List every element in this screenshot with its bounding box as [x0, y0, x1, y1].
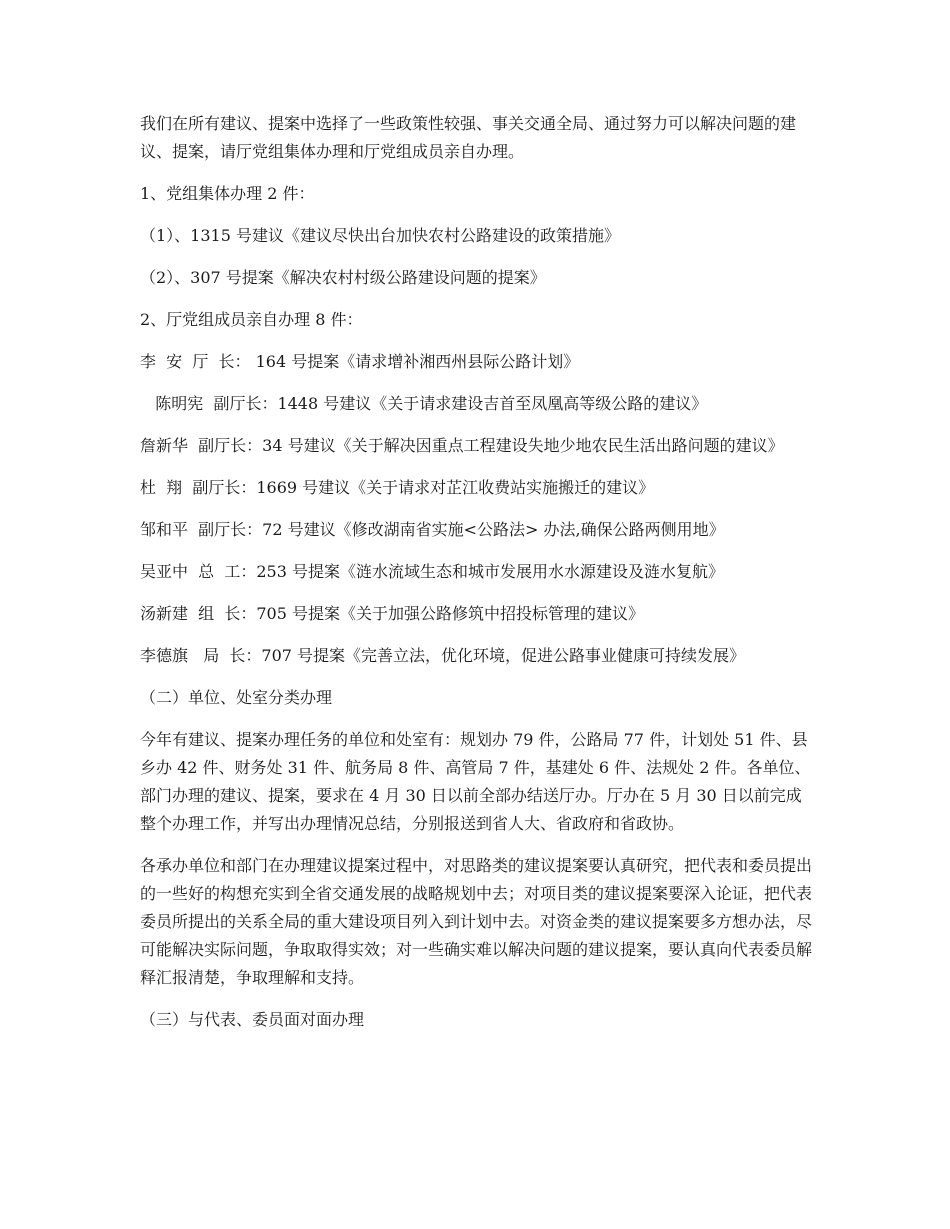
section-heading-collective: 1、党组集体办理 2 件：: [140, 184, 315, 203]
assignment-line: 詹新华 副厅长：34 号建议《关于解决因重点工程建设失地少地农民生活出路问题的建议》: [140, 436, 784, 455]
body-paragraph: 今年有建议、提案办理任务的单位和处室有：规划办 79 件，公路局 77 件，计划处 51 件、县乡办 42 件、财务处 31 件、航务局 8 件、高管局 7 件，基建处 6 件、法规处 2 件。各单位、部门办理的建议、提案，要求在 4 月 30 日以前全部办结送厅办。厅办在 5 月 30 日以前完成整个办理工作，并写出办理情况总结，分别报送到省人大、省政府和省政协。: [140, 730, 811, 833]
intro-paragraph: 我们在所有建议、提案中选择了一些政策性较强、事关交通全局、通过努力可以解决问题的建议、提案，请厅党组集体办理和厅党组成员亲自办理。: [140, 114, 797, 161]
section-heading-face-to-face: （三）与代表、委员面对面办理: [140, 1010, 365, 1029]
document-body: [140, 110, 812, 1048]
section-heading-personal: 2、厅党组成员亲自办理 8 件：: [140, 310, 363, 329]
assignment-line: 邹和平 副厅长：72 号建议《修改湖南省实施<公路法> 办法,确保公路两侧用地》: [140, 520, 725, 539]
assignment-line: 吴亚中 总 工：253 号提案《涟水流域生态和城市发展用水水源建设及涟水复航》: [140, 562, 724, 581]
list-item: （1）、1315 号建议《建议尽快出台加快农村公路建设的政策措施》: [140, 226, 620, 245]
assignment-line: 杜 翔 副厅长：1669 号建议《关于请求对芷江收费站实施搬迁的建议》: [140, 478, 655, 497]
assignment-line: 陈明宪 副厅长：1448 号建议《关于请求建设吉首至凤凰高等级公路的建议》: [140, 394, 708, 413]
assignment-line: 李德旗 局 长：707 号提案《完善立法，优化环境，促进公路事业健康可持续发展》: [140, 646, 746, 665]
section-heading-units: （二）单位、处室分类办理: [140, 688, 333, 707]
assignment-line: 汤新建 组 长：705 号提案《关于加强公路修筑中招投标管理的建议》: [140, 604, 644, 623]
body-paragraph: 各承办单位和部门在办理建议提案过程中，对思路类的建议提案要认真研究，把代表和委员提出的一些好的构想充实到全省交通发展的战略规划中去；对项目类的建议提案要深入论证，把代表委员所提出的关系全局的重大建设项目列入到计划中去。对资金类的建议提案要多方想办法，尽可能解决实际问题，争取取得实效；对一些确实难以解决问题的建议提案，要认真向代表委员解释汇报清楚，争取理解和支持。: [140, 856, 813, 987]
assignment-line: 李 安 厅 长： 164 号提案《请求增补湘西州县际公路计划》: [140, 352, 580, 371]
list-item: （2）、307 号提案《解决农村村级公路建设问题的提案》: [140, 268, 546, 287]
